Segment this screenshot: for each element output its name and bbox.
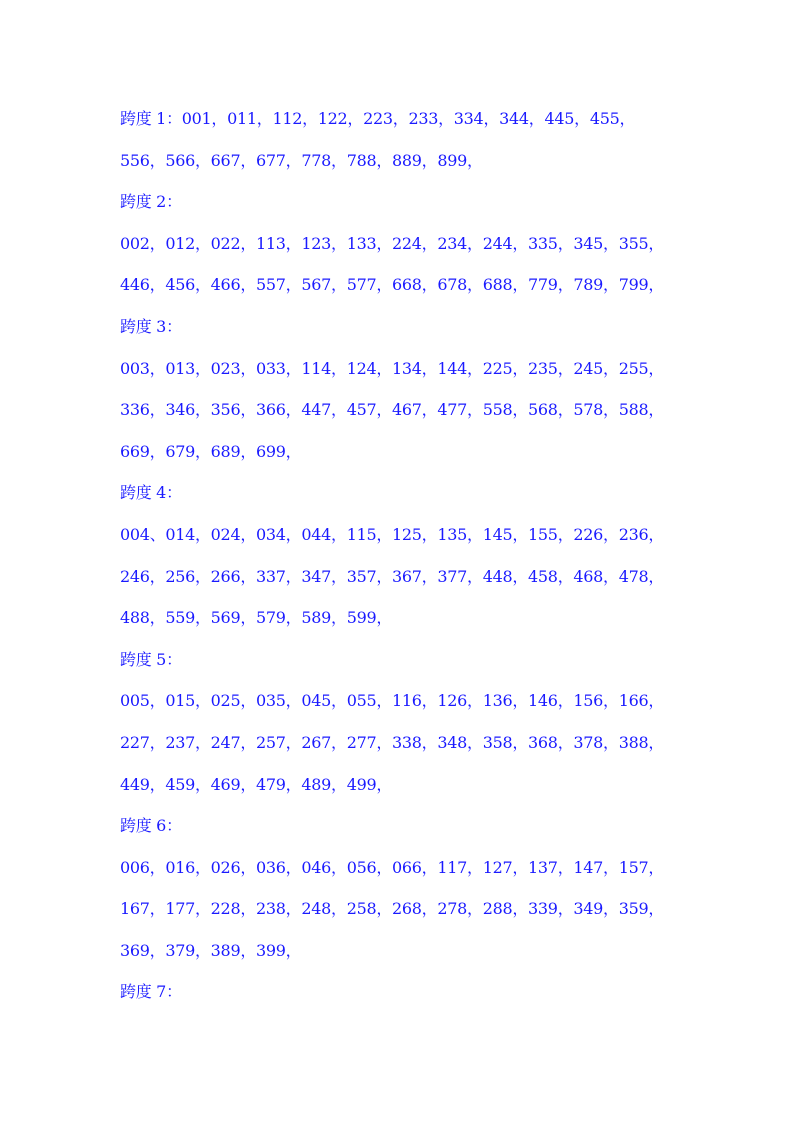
span-2-values-line: 002，012，022，113，123，133，224，234，244，335，345，355， [120,233,665,253]
span-3-heading: 跨度 3： [120,316,182,336]
span-3-values-line: 336，346，356，366，447，457，467，477，558，568，578，588， [120,400,665,420]
document-body [120,98,680,1013]
span-6-values-line: 167，177，228，238，248，258，268，278，288，339，349，359， [120,899,665,919]
span-3-values-line: 669，679，689，699， [120,441,302,461]
span-4-values-line: 246，256，266，337，347，357，367，377，448，458，468，478， [120,566,665,586]
span-5-heading: 跨度 5： [120,649,182,669]
span-1-values-line: 556，566，667，677，778，788，889，899， [120,150,483,170]
span-6-values-line: 006，016，026，036，046，056，066，117，127，137，147，157， [120,857,665,877]
span-4-heading: 跨度 4： [120,483,182,503]
span-4-values-line: 488，559，569，579，589，599， [120,608,393,628]
span-5-values-line: 227，237，247，257，267，277，338，348，358，368，378，388， [120,732,665,752]
span-6-values-line: 369，379，389，399， [120,940,302,960]
span-4-values-line: 004、014，024，034，044，115，125，135，145，155，226，236， [120,524,665,544]
span-7-heading: 跨度 7： [120,982,182,1002]
span-5-values-line: 449，459，469，479，489，499， [120,774,393,794]
span-6-heading: 跨度 6： [120,816,182,836]
span-5-values-line: 005，015，025，035，045，055，116，126，136，146，156，166， [120,691,665,711]
span-1-heading-line: 跨度 1：001，011，112，122，223，233，334，344，445，455， [120,109,636,128]
span-2-values-line: 446，456，466，557，567，577，668，678，688，779，789，799， [120,275,665,295]
span-3-values-line: 003，013，023，033，114，124，134，144，225，235，245，255， [120,358,665,378]
span-2-heading: 跨度 2： [120,192,182,212]
